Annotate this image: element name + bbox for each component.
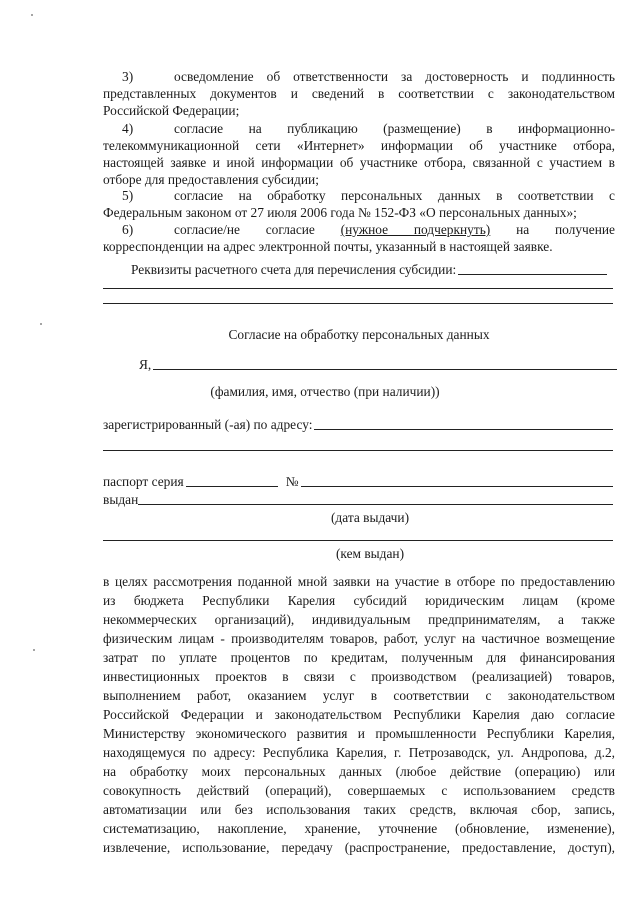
body-line: совокупность действий (операций), совершаемых с использованием средств [103, 783, 615, 798]
item-4-first-line [122, 121, 615, 137]
registered-label: зарегистрированный (-ая) по адресу: [103, 417, 313, 432]
body-line: из бюджета Республики Карелия субсидий юридическим лицам (кроме [103, 593, 615, 608]
full-name-blank[interactable] [153, 369, 617, 370]
item-6-line-2: корреспонденции на адрес электронной почты, указанный в настоящей заявке. [103, 239, 553, 254]
body-line: выполнением работ, оказанием услуг в соответствии с законодательством [103, 688, 615, 703]
item-3-line-2: представленных документов и сведений в соответствии с законодательством [103, 86, 615, 101]
item-3-first-line [122, 69, 615, 85]
bank-details-line-2[interactable] [103, 288, 613, 289]
item-4-text: согласие на публикацию (размещение) в информационно- [174, 121, 615, 136]
item-5-number: 5) [122, 188, 134, 203]
body-line: инвестиционных проектов в связи с производством (реализацией) товаров, [103, 669, 615, 684]
body-line: находящемуся по адресу: Республика Карелия, г. Петрозаводск, ул. Андропова, д.2, [103, 745, 615, 760]
body-line: Российской Федерации и законодательством Республики Карелия даю согласие [103, 707, 615, 722]
item-4-line-3: настоящей заявке и иной информации об участнике отбора, связанной с участием в [103, 155, 615, 170]
item-4-number: 4) [122, 121, 134, 136]
body-line: Министерству экономического развития и промышленности Республики Карелия, [103, 726, 615, 741]
item-6-text-after: на получение [516, 222, 615, 237]
body-line: затрат по уплате процентов по кредитам, полученным для финансирования [103, 650, 615, 665]
passport-series-blank[interactable] [186, 486, 278, 487]
item-6-number: 6) [122, 222, 134, 237]
item-3-number: 3) [122, 69, 134, 84]
scan-speck [33, 649, 35, 651]
address-blank[interactable] [314, 429, 613, 430]
passport-number-blank[interactable] [301, 486, 614, 487]
body-line: систематизацию, накопление, хранение, уточнение (обновление, изменение), [103, 821, 615, 836]
address-line-2[interactable] [103, 450, 613, 451]
passport-series-label: паспорт серия [103, 474, 184, 489]
item-4-line-4: отборе для предоставления субсидии; [103, 172, 319, 187]
ya-label: Я, [139, 357, 152, 372]
issued-row [103, 492, 615, 508]
body-line: физическим лицам - производителям товаров, работ, услуг на частичное возмещение [103, 631, 615, 646]
bank-details-label: Реквизиты расчетного счета для перечисления субсидии: [131, 262, 457, 277]
body-line: некоммерческих организаций), индивидуальным предпринимателям, а также [103, 612, 615, 627]
issued-label: выдан [103, 492, 139, 507]
item-3-line-3: Российской Федерации; [103, 103, 240, 118]
item-3-text: осведомление об ответственности за достоверность и подлинность [174, 69, 615, 84]
item-6-text-before: согласие/не согласие [174, 222, 315, 237]
consent-title: Согласие на обработку персональных данных [228, 327, 490, 342]
item-5-first-line [122, 188, 615, 204]
passport-number-label: № [285, 474, 299, 489]
scan-speck [31, 14, 33, 16]
item-5-line-2: Федеральным законом от 27 июля 2006 года № 152-ФЗ «О персональных данных»; [103, 205, 577, 220]
body-line: извлечение, использование, передачу (распространение, предоставление, доступ), [103, 840, 615, 855]
passport-row [103, 474, 615, 490]
issuer-blank[interactable] [103, 540, 613, 541]
fio-caption: (фамилия, имя, отчество (при наличии)) [210, 384, 440, 399]
issued-date-blank[interactable] [138, 504, 613, 505]
body-line: в целях рассмотрения поданной мной заявки на участие в отборе по предоставлению [103, 574, 615, 589]
name-row [139, 357, 619, 373]
date-caption: (дата выдачи) [330, 510, 410, 525]
issuer-caption: (кем выдан) [335, 546, 405, 561]
body-line: автоматизации или без использования таких средств, включая сбор, запись, [103, 802, 615, 817]
bank-details-line-3[interactable] [103, 303, 613, 304]
body-line: на обработку моих персональных данных (любое действие (операцию) или [103, 764, 615, 779]
address-row [103, 417, 615, 433]
scan-speck [40, 323, 42, 325]
bank-details-row [131, 262, 609, 278]
item-6-underlined-note: (нужное подчеркнуть) [340, 222, 491, 237]
item-4-line-2: телекоммуникационной сети «Интернет» информации об участнике отбора, [103, 138, 615, 153]
item-6-first-line [122, 222, 615, 238]
bank-details-blank[interactable] [458, 274, 607, 275]
item-5-text: согласие на обработку персональных данных в соответствии с [174, 188, 615, 203]
